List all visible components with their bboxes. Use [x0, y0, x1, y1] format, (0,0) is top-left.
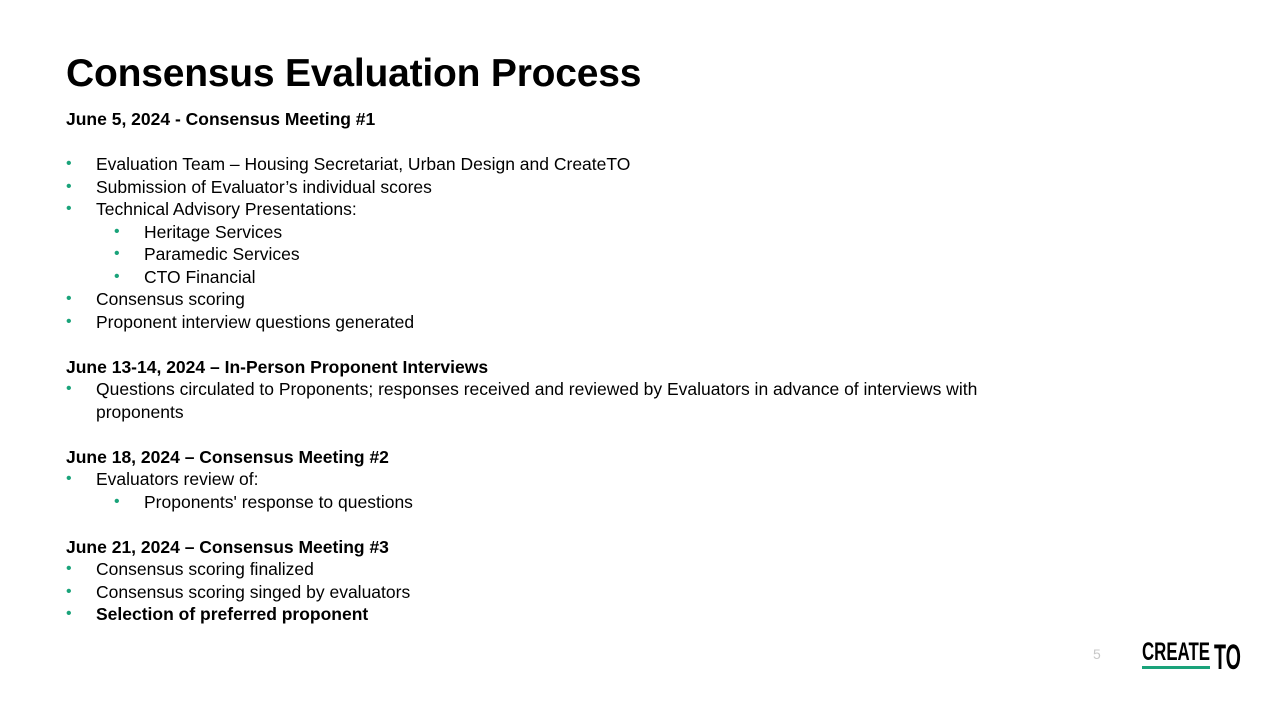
- logo-underline: [1142, 666, 1210, 669]
- section-heading: June 13-14, 2024 – In-Person Proponent Interviews: [66, 356, 489, 377]
- list-item-text: Paramedic Services: [144, 244, 300, 264]
- bullet-icon: •: [66, 380, 72, 397]
- bullet-icon: •: [114, 492, 120, 510]
- list-item: [66, 311, 1066, 334]
- page-number: 5: [1093, 646, 1101, 662]
- createto-logo: [1142, 634, 1242, 674]
- list-item: [66, 153, 1066, 176]
- bullet-list: [66, 378, 1066, 423]
- logo-create-text: CREATE: [1142, 638, 1210, 666]
- list-item: [66, 378, 1066, 423]
- bullet-list: [66, 468, 1066, 513]
- list-item: [66, 603, 1066, 626]
- list-item-text: Selection of preferred proponent: [96, 604, 369, 624]
- list-item-text: Evaluation Team – Housing Secretariat, Urban Design and CreateTO: [96, 154, 631, 174]
- list-item-text: Heritage Services: [144, 221, 283, 242]
- sub-list-item: [66, 243, 1066, 266]
- bullet-icon: •: [114, 267, 120, 285]
- section-heading: June 21, 2024 – Consensus Meeting #3: [66, 536, 389, 557]
- section-meeting-1: [66, 108, 1066, 333]
- bullet-icon: •: [66, 177, 72, 195]
- list-item-text: Proponent interview questions generated: [96, 311, 415, 332]
- slide-content: [66, 108, 1066, 626]
- logo-to-text: TO: [1214, 638, 1241, 674]
- list-item-text: Consensus scoring: [96, 289, 245, 309]
- bullet-icon: •: [66, 560, 72, 577]
- list-item-text: Questions circulated to Proponents; responses received and reviewed by Evaluators in advance of interviews with proponents: [96, 379, 978, 422]
- list-item-text: Technical Advisory Presentations:: [96, 199, 357, 219]
- section-heading: June 5, 2024 - Consensus Meeting #1: [66, 109, 376, 129]
- sub-list-item: [66, 491, 1066, 514]
- list-item-text: Consensus scoring finalized: [96, 559, 314, 579]
- bullet-icon: •: [66, 200, 72, 217]
- bullet-icon: •: [66, 155, 72, 172]
- list-item: [66, 288, 1066, 311]
- bullet-list: [66, 558, 1066, 626]
- section-meeting-3: [66, 536, 1066, 626]
- list-item-text: Proponents' response to questions: [144, 491, 413, 512]
- list-item: [66, 468, 1066, 491]
- list-item-text: Evaluators review of:: [96, 469, 259, 489]
- bullet-icon: •: [66, 290, 72, 307]
- list-item-text: CTO Financial: [144, 266, 256, 287]
- section-heading: June 18, 2024 – Consensus Meeting #2: [66, 446, 389, 467]
- bullet-icon: •: [66, 582, 72, 600]
- bullet-icon: •: [66, 605, 72, 622]
- slide-title: Consensus Evaluation Process: [66, 52, 642, 95]
- list-item-text: Consensus scoring singed by evaluators: [96, 581, 411, 602]
- list-item: [66, 176, 1066, 199]
- section-interviews: [66, 356, 1066, 424]
- bullet-list: [66, 153, 1066, 333]
- sub-list-item: [66, 221, 1066, 244]
- list-item: [66, 581, 1066, 604]
- bullet-icon: •: [66, 470, 72, 487]
- list-item: [66, 558, 1066, 581]
- section-meeting-2: [66, 446, 1066, 514]
- list-item-text: Submission of Evaluator’s individual scores: [96, 176, 432, 197]
- bullet-icon: •: [66, 312, 72, 330]
- bullet-icon: •: [114, 222, 120, 240]
- sub-list-item: [66, 266, 1066, 289]
- list-item: [66, 198, 1066, 221]
- bullet-icon: •: [114, 245, 120, 262]
